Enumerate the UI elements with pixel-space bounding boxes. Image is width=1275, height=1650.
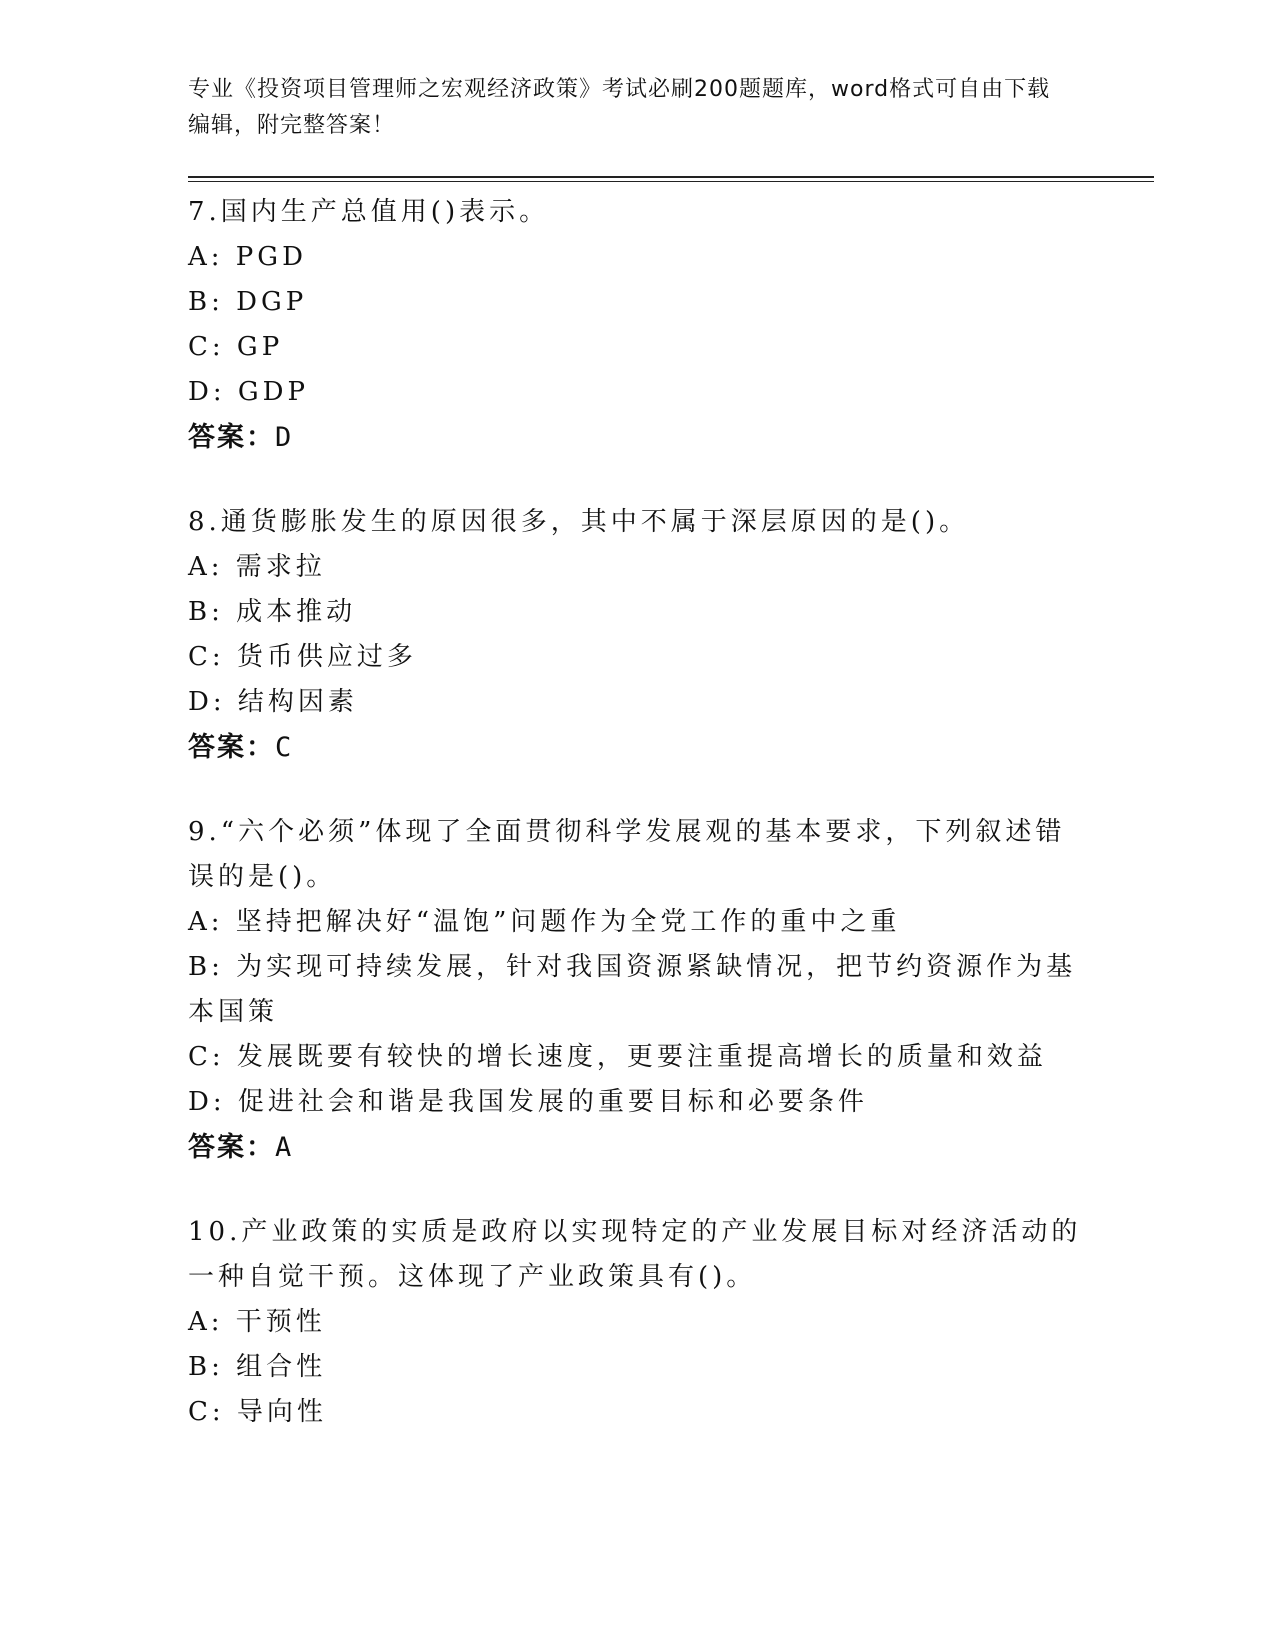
header-rule-thin xyxy=(188,181,1154,182)
option-c: C: 发展既要有较快的增长速度，更要注重提高增长的质量和效益 xyxy=(188,1042,1047,1072)
question-text: 9.“六个必须”体现了全面贯彻科学发展观的基本要求，下列叙述错误的是()。 xyxy=(188,817,1066,892)
option-a: A: 坚持把解决好“温饱”问题作为全党工作的重中之重 xyxy=(188,907,901,937)
question-7 xyxy=(188,190,1088,460)
option-d: D: 结构因素 xyxy=(188,687,358,717)
question-text: 10.产业政策的实质是政府以实现特定的产业发展目标对经济活动的一种自觉干预。这体现了产业政策具有()。 xyxy=(188,1217,1082,1292)
option-b: B: DGP xyxy=(188,287,308,317)
answer-line xyxy=(188,725,1088,770)
option-d: D: GDP xyxy=(188,377,309,407)
answer-line xyxy=(188,415,1088,460)
question-10 xyxy=(188,1210,1088,1435)
document-header xyxy=(188,72,1068,144)
question-list xyxy=(188,190,1088,1435)
option-b: B: 成本推动 xyxy=(188,597,357,627)
question-9 xyxy=(188,810,1088,1170)
option-c: C: 货币供应过多 xyxy=(188,642,417,672)
option-a: A: 需求拉 xyxy=(188,552,326,582)
answer-line xyxy=(188,1125,1088,1170)
answer-label: 答案： xyxy=(188,1132,275,1163)
option-b: B: 组合性 xyxy=(188,1352,327,1382)
option-b: B: 为实现可持续发展，针对我国资源紧缺情况，把节约资源作为基本国策 xyxy=(188,952,1077,1027)
question-8 xyxy=(188,500,1088,770)
option-a: A: PGD xyxy=(188,242,307,272)
answer-value: D xyxy=(275,422,294,453)
option-c: C: 导向性 xyxy=(188,1397,327,1427)
document-title: 专业《投资项目管理师之宏观经济政策》考试必刷200题题库，word格式可自由下载编辑，附完整答案！ xyxy=(188,77,1051,138)
option-d: D: 促进社会和谐是我国发展的重要目标和必要条件 xyxy=(188,1087,868,1117)
option-c: C: GP xyxy=(188,332,284,362)
answer-value: C xyxy=(275,732,294,763)
answer-label: 答案： xyxy=(188,422,275,453)
header-rule-thick xyxy=(188,176,1154,178)
question-text: 7.国内生产总值用()表示。 xyxy=(188,197,550,227)
answer-value: A xyxy=(275,1132,294,1163)
answer-label: 答案： xyxy=(188,732,275,763)
question-text: 8.通货膨胀发生的原因很多，其中不属于深层原因的是()。 xyxy=(188,507,970,537)
option-a: A: 干预性 xyxy=(188,1307,326,1337)
